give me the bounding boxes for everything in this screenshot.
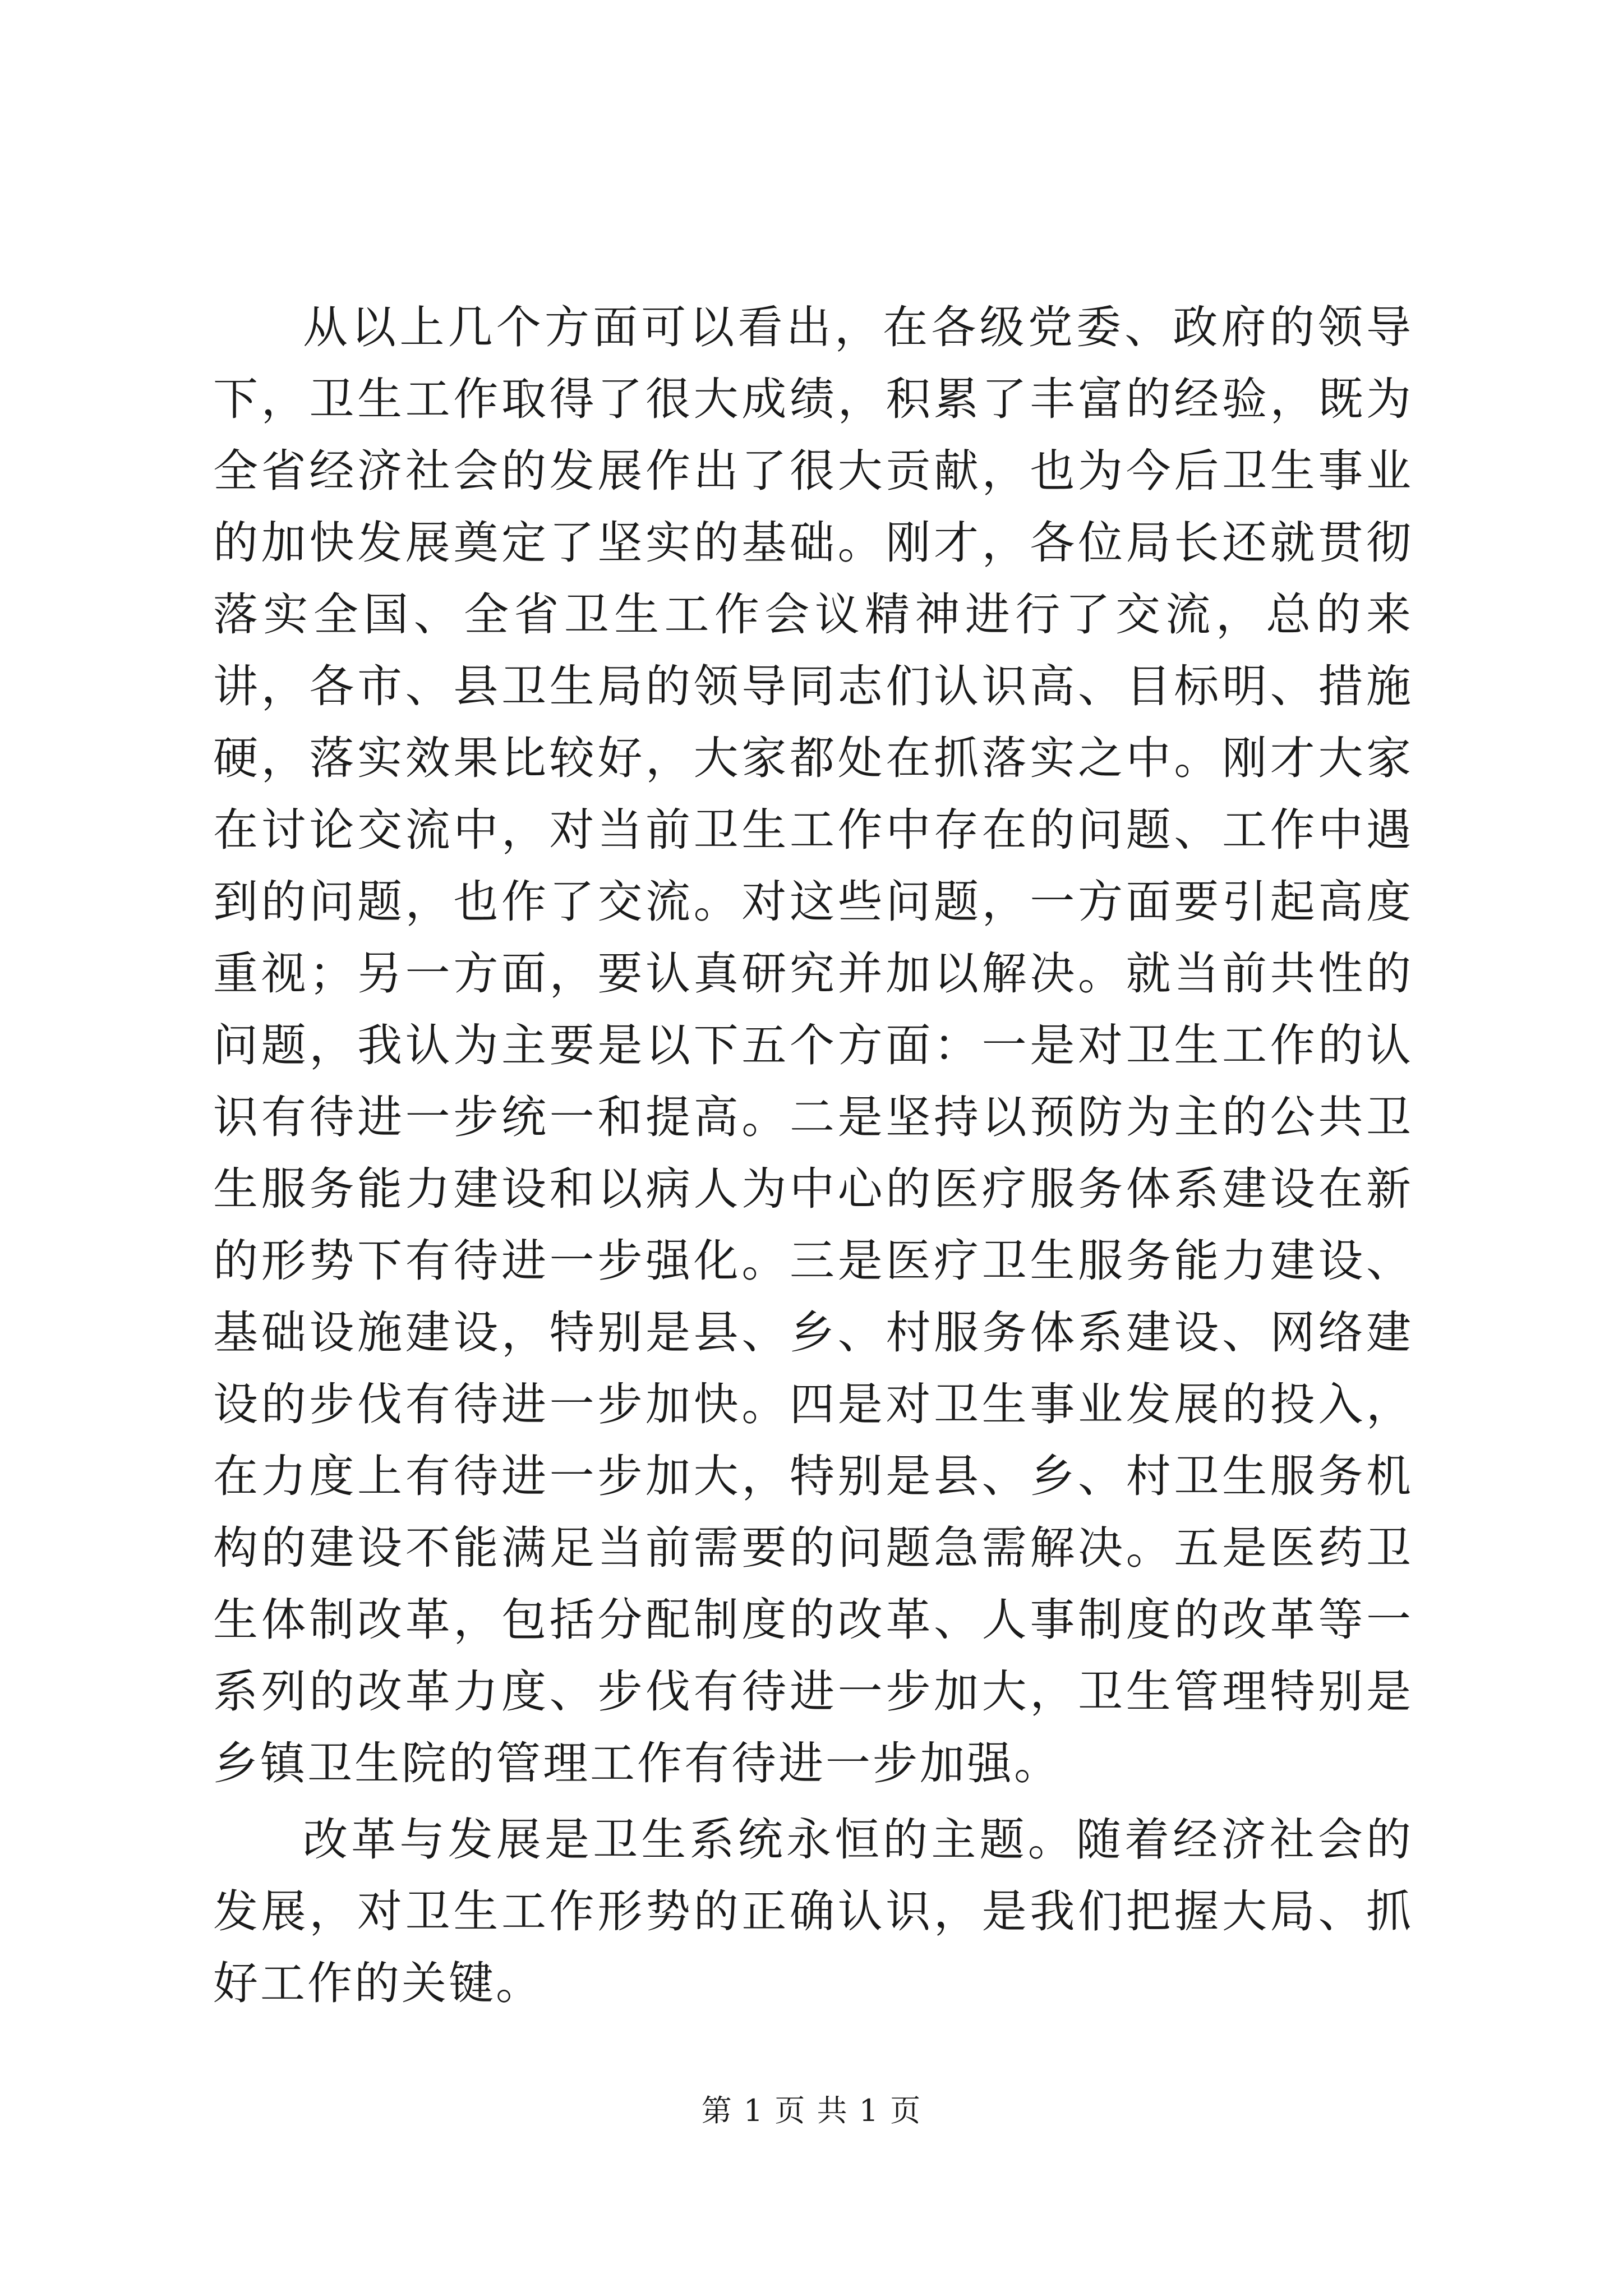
paragraph: 改革与发展是卫生系统永恒的主题。随着经济社会的发展，对卫生工作形势的正确认识，是我们把握大局、抓好工作的关键。 <box>213 1814 1413 2009</box>
paragraph: 从以上几个方面可以看出，在各级党委、政府的领导下，卫生工作取得了很大成绩，积累了丰富的经验，既为全省经济社会的发展作出了很大贡献，也为今后卫生事业的加快发展奠定了坚实的基础。刚才，各位局长还就贯彻落实全国、全省卫生工作会议精神进行了交流，总的来讲，各市、县卫生局的领导同志们认识高、目标明、措施硬，落实效果比较好，大家都处在抓落实之中。刚才大家在讨论交流中，对当前卫生工作中存在的问题、工作中遇到的问题，也作了交流。对这些问题，一方面要引起高度重视；另一方面，要认真研究并加以解决。就当前共性的问题，我认为主要是以下五个方面：一是对卫生工作的认识有待进一步统一和提高。二是坚持以预防为主的公共卫生服务能力建设和以病人为中心的医疗服务体系建设在新的形势下有待进一步强化。三是医疗卫生服务能力建设、基础设施建设，特别是县、乡、村服务体系建设、网络建设的步伐有待进一步加快。四是对卫生事业发展的投入，在力度上有待进一步加大，特别是县、乡、村卫生服务机构的建设不能满足当前需要的问题急需解决。五是医药卫生体制改革，包括分配制度的改革、人事制度的改革等一系列的改革力度、步伐有待进一步加大，卫生管理特别是乡镇卫生院的管理工作有待进一步加强。 <box>213 301 1413 1789</box>
document-body <box>213 292 1413 2019</box>
page-footer: 第 1 页 共 1 页 <box>701 2093 922 2128</box>
